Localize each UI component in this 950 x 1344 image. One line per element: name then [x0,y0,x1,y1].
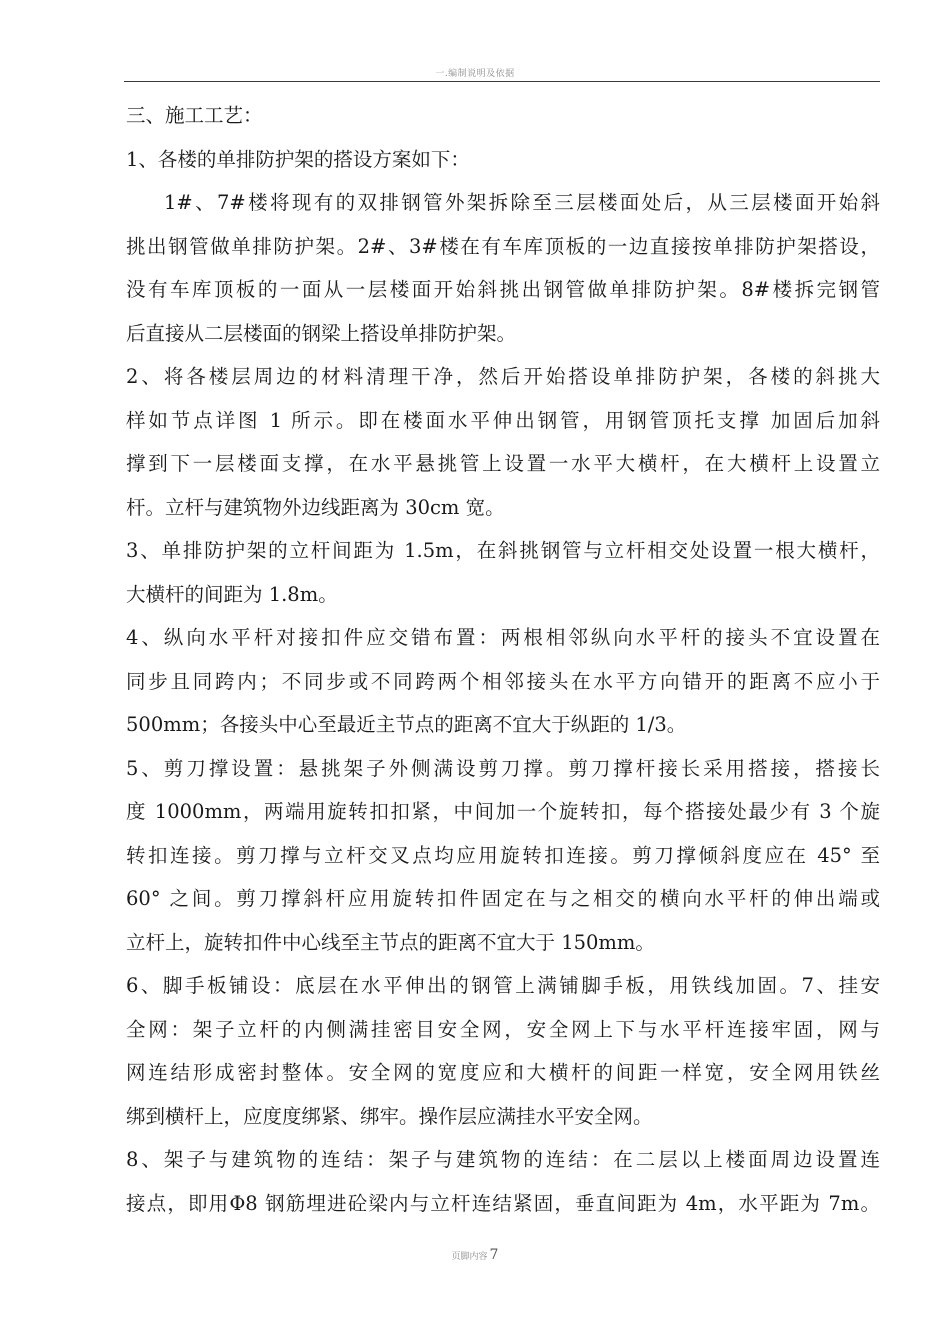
section-heading: 三、施工工艺： [126,104,263,127]
paragraph-line: 60° 之间。剪刀撑斜杆应用旋转扣件固定在与之相交的横向水平杆的伸出端或 [126,887,880,910]
paragraph-line: 2、将各楼层周边的材料清理干净，然后开始搭设单排防护架，各楼的斜挑大 [126,365,880,388]
paragraph-line: 4、纵向水平杆对接扣件应交错布置：两根相邻纵向水平杆的接头不宜设置在 [126,626,880,649]
paragraph-line: 全网：架子立杆的内侧满挂密目安全网，安全网上下与水平杆连接牢固，网与 [126,1017,880,1041]
document-body [126,94,880,1225]
paragraph-line: 6、脚手板铺设：底层在水平伸出的钢管上满铺脚手板，用铁线加固。7、挂安 [126,974,880,997]
paragraph-line: 撑到下一层楼面支撑，在水平悬挑管上设置一水平大横杆，在大横杆上设置立 [126,452,880,475]
paragraph-line: 大横杆的间距为 1.8m。 [126,582,338,606]
paragraph-line: 度 1000mm，两端用旋转扣扣紧，中间加一个旋转扣，每个搭接处最少有 3 个旋 [126,800,880,823]
paragraph-line: 网连结形成密封整体。安全网的宽度应和大横杆的间距一样宽，安全网用铁丝 [126,1061,880,1084]
header-rule [124,81,880,82]
paragraph-line: 1、各楼的单排防护架的搭设方案如下： [126,147,470,171]
paragraph-line: 同步且同跨内；不同步或不同跨两个相邻接头在水平方向错开的距离不应小于 [126,669,880,693]
paragraph-line: 绑到横杆上，应度度绑紧、绑牢。操作层应满挂水平安全网。 [126,1104,653,1128]
page-number: 7 [489,1247,499,1263]
paragraph-line: 没有车库顶板的一面从一层楼面开始斜挑出钢管做单排防护架。8#楼拆完钢管 [126,278,880,301]
running-header: 一.编制说明及依据 [435,69,515,79]
paragraph-line: 转扣连接。剪刀撑与立杆交叉点均应用旋转扣连接。剪刀撑倾斜度应在 45° 至 [126,843,880,867]
paragraph-line: 立杆上，旋转扣件中心线至主节点的距离不宜大于 150mm。 [126,930,655,954]
paragraph-line: 1#、7#楼将现有的双排钢管外架拆除至三层楼面处后，从三层楼面开始斜 [164,191,880,214]
paragraph-line: 500mm；各接头中心至最近主节点的距离不宜大于纵距的 1/3。 [126,713,687,736]
paragraph-line: 样如节点详图 1 所示。即在楼面水平伸出钢管，用钢管顶托支撑 加固后加斜 [126,408,880,432]
paragraph-line: 后直接从二层楼面的钢梁上搭设单排防护架。 [126,321,517,345]
paragraph-line: 5、剪刀撑设置：悬挑架子外侧满设剪刀撑。剪刀撑杆接长采用搭接，搭接长 [126,756,880,780]
paragraph-line: 3、单排防护架的立杆间距为 1.5m，在斜挑钢管与立杆相交处设置一根大横杆， [126,539,880,562]
paragraph-line: 挑出钢管做单排防护架。2#、3#楼在有车库顶板的一边直接按单排防护架搭设， [126,234,880,258]
paragraph-line: 接点，即用Φ8 钢筋埋进砼梁内与立杆连结紧固，垂直间距为 4m，水平距为 7m。 [126,1191,880,1215]
paragraph-line: 杆。立杆与建筑物外边线距离为 30cm 宽。 [126,495,505,519]
footer-label: 页脚内容 [451,1252,488,1262]
page-footer [0,1244,950,1263]
paragraph-line: 8、架子与建筑物的连结：架子与建筑物的连结：在二层以上楼面周边设置连 [126,1148,880,1171]
